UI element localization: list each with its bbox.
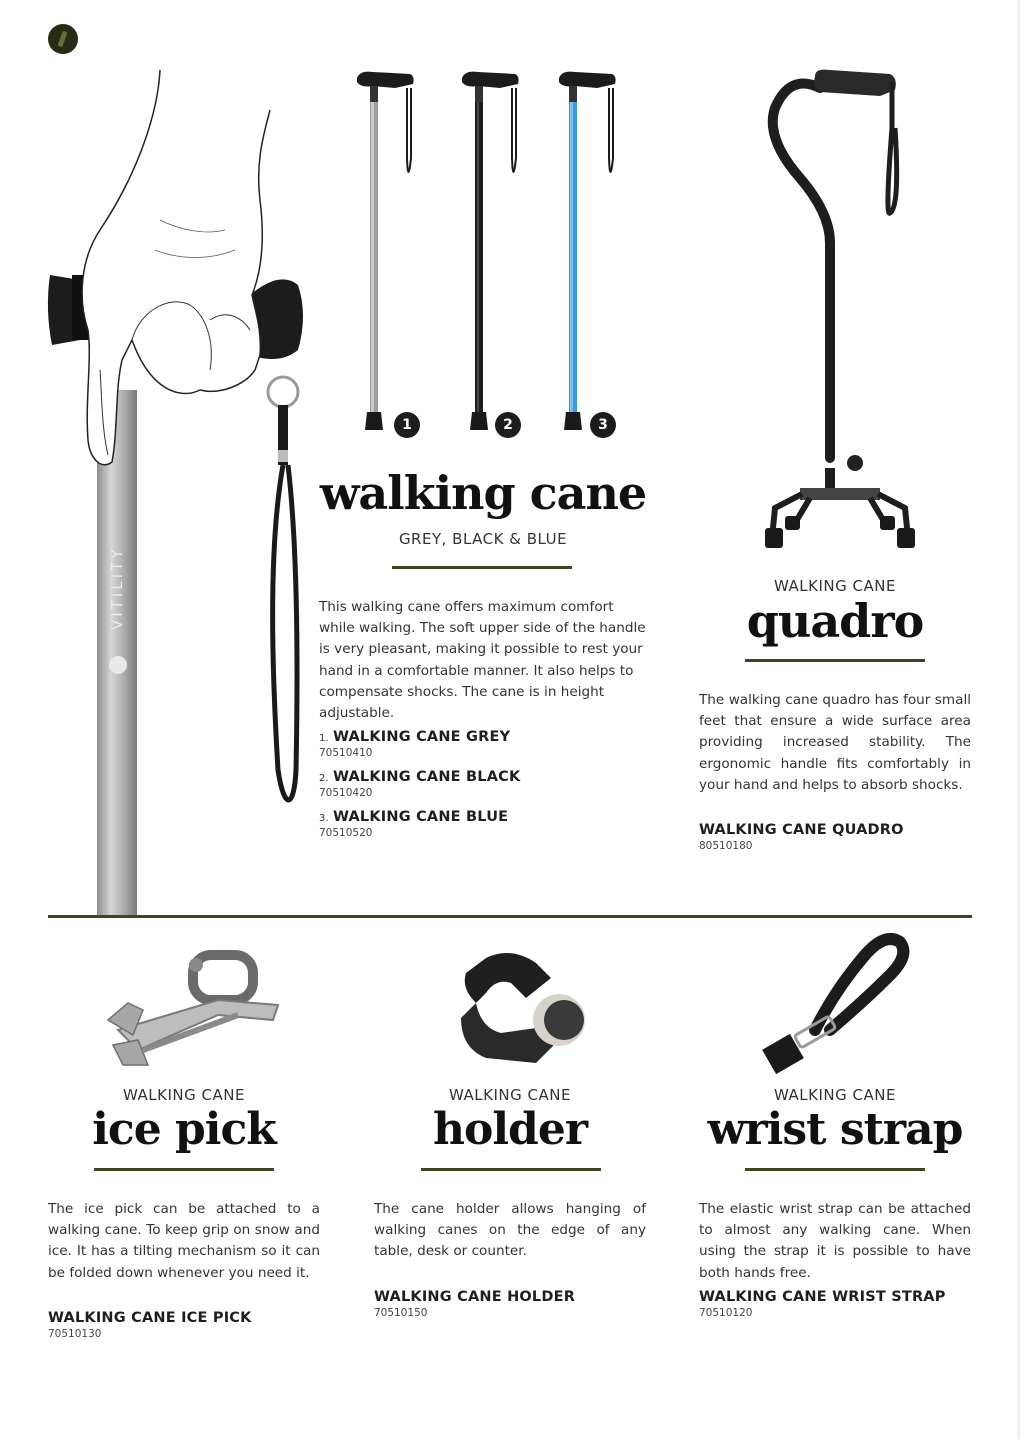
holder-rule <box>421 1168 601 1171</box>
quadro-rule <box>745 659 925 662</box>
product-name: WALKING CANE BLUE <box>332 809 509 825</box>
ice-pick-title: ice pick <box>92 1104 276 1155</box>
wrist-strap-title: wrist strap <box>707 1104 963 1155</box>
cane-badge-2: 2 <box>495 412 521 438</box>
cane-badge-3: 3 <box>590 412 616 438</box>
product-item <box>319 809 649 849</box>
product-code: 70510150 <box>374 1307 428 1319</box>
walking-cane-description: This walking cane offers maximum comfort while walking. The soft upper side of the handle is very pleasant, making it possible to rest your hand in a comfortable manner. It also helps to compensate shocks. The cane is in height adjustable. <box>319 599 646 722</box>
product-name: WALKING CANE QUADRO <box>699 822 904 838</box>
holder-title: holder <box>433 1104 587 1155</box>
product-number: 3. <box>319 813 329 824</box>
ice-pick-description: The ice pick can be attached to a walking cane. To keep grip on snow and ice. It has a tilting mechanism so it can be folded down whenever you need it. <box>48 1201 320 1281</box>
product-number: 1. <box>319 733 329 744</box>
quad-cane-image <box>760 68 920 553</box>
wrist-strap-kicker: WALKING CANE <box>774 1086 896 1104</box>
holder-image <box>456 948 586 1068</box>
product-name: WALKING CANE GREY <box>332 729 511 745</box>
product-name: WALKING CANE ICE PICK <box>48 1310 252 1326</box>
walking-cane-subtitle: GREY, BLACK & BLUE <box>398 530 568 548</box>
product-item <box>319 769 649 809</box>
product-number: 2. <box>319 773 329 784</box>
product-code: 70510120 <box>699 1307 753 1319</box>
ice-pick-rule <box>94 1168 274 1171</box>
quadro-title: quadro <box>746 594 924 648</box>
cane-grey-image <box>355 68 425 438</box>
quadro-kicker: WALKING CANE <box>774 577 896 595</box>
ice-pick-kicker: WALKING CANE <box>123 1086 245 1104</box>
wrist-strap-product <box>699 1289 971 1319</box>
wrist-strap-rule <box>745 1168 925 1171</box>
product-code: 70510520 <box>319 827 373 839</box>
product-code: 70510130 <box>48 1328 102 1340</box>
holder-kicker: WALKING CANE <box>449 1086 571 1104</box>
cane-badge-1: 1 <box>394 412 420 438</box>
ice-pick-product <box>48 1310 320 1340</box>
walking-cane-product-list <box>319 729 649 849</box>
cane-brand-label: VITILITY <box>108 546 126 630</box>
page-edge-shadow <box>1016 0 1020 1439</box>
cane-blue-image <box>557 68 627 438</box>
product-name: WALKING CANE HOLDER <box>374 1289 576 1305</box>
hand-on-cane-illustration <box>40 70 320 920</box>
product-name: WALKING CANE WRIST STRAP <box>699 1289 946 1305</box>
quadro-description: The walking cane quadro has four small feet that ensure a wide surface area providing increased stability. The ergonomic handle fits comfortably in your hand and helps to absorb shocks. <box>699 692 971 793</box>
holder-product <box>374 1289 646 1319</box>
wrist-strap-image <box>755 930 915 1075</box>
product-name: WALKING CANE BLACK <box>332 769 521 785</box>
product-item <box>319 729 649 769</box>
ice-pick-image <box>98 945 288 1075</box>
logo-mark-icon <box>48 24 78 54</box>
product-code: 70510420 <box>319 787 373 799</box>
cane-black-image <box>460 68 530 438</box>
holder-description: The cane holder allows hanging of walking canes on the edge of any table, desk or counter. <box>374 1201 646 1260</box>
section-divider <box>48 915 972 918</box>
walking-cane-title: walking cane <box>319 466 647 520</box>
walking-cane-rule <box>392 566 572 569</box>
wrist-strap-description: The elastic wrist strap can be attached to almost any walking cane. When using the strap it is possible to have both hands free. <box>699 1201 971 1281</box>
product-code: 70510410 <box>319 747 373 759</box>
product-code: 80510180 <box>699 840 753 852</box>
quadro-product <box>699 822 971 852</box>
